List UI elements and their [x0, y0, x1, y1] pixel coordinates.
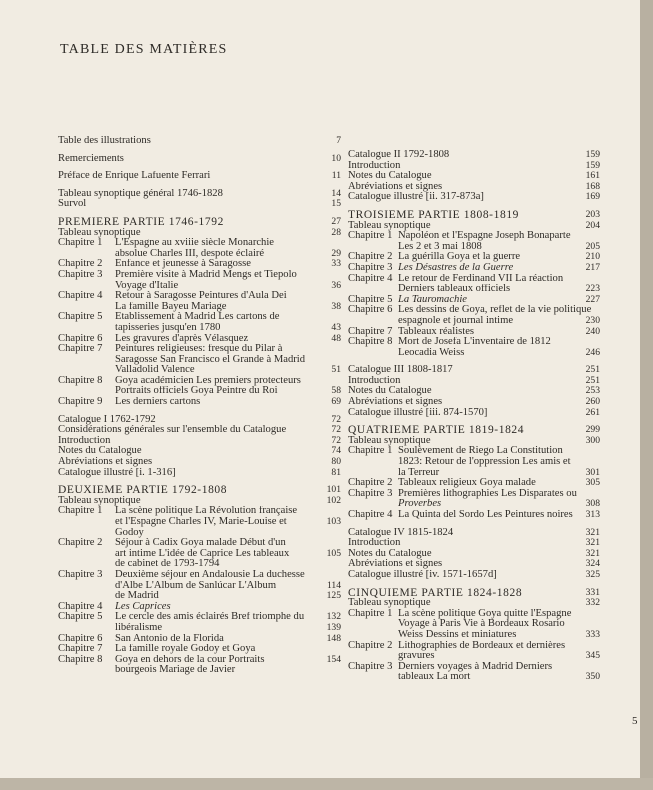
toc-entry — [58, 538, 338, 549]
entry-title: Catalogue illustré [iii. 874-1570] — [348, 407, 488, 418]
entry-page-number: 148 — [326, 632, 341, 644]
entry-title: Tableau synoptique général 1746-1828 — [58, 188, 223, 199]
chapter-label: Chapitre 1 — [58, 505, 103, 517]
entry-title: Table des illustrations — [58, 136, 151, 146]
entry-page-number: 29 — [331, 247, 341, 259]
toc-entry — [348, 192, 600, 203]
toc-entry — [348, 150, 600, 161]
chapter-label: Chapitre 6 — [58, 632, 103, 644]
entry-title: Les 2 et 3 mai 1808 — [398, 241, 482, 252]
entry-page-number: 33 — [331, 258, 341, 270]
entry-page-number: 301 — [585, 466, 600, 478]
entry-title: de cabinet de 1793-1794 — [115, 559, 220, 570]
chapter-label: Chapitre 6 — [348, 304, 393, 316]
page-number: 5 — [632, 715, 638, 727]
chapter-label: Chapitre 1 — [348, 445, 393, 457]
entry-title: Le cercle des amis éclairés Bref triomphe du — [115, 612, 305, 623]
entry-page-number: 204 — [585, 219, 600, 231]
entry-page-number: 125 — [326, 590, 341, 602]
toc-entry — [58, 506, 338, 517]
part-heading: DEUXIÈME PARTIE 1792-1808 — [58, 485, 228, 496]
toc-entry — [58, 456, 341, 468]
entry-title: Tableau synoptique — [58, 227, 141, 238]
entry-title: Introduction — [348, 160, 401, 171]
entry-page-number: 350 — [585, 671, 600, 683]
toc-entry — [58, 653, 341, 666]
entry-title: Séjour à Cadix Goya malade Début d'un — [115, 538, 286, 549]
toc-entry — [348, 425, 600, 436]
entry-title: art intime L'idée de Caprice Les tableaux — [115, 548, 290, 559]
entry-page-number: 114 — [326, 579, 341, 591]
entry-title: et l'Espagne Charles IV, Marie-Louise et — [115, 517, 287, 527]
entry-page-number: 313 — [585, 509, 600, 520]
book-edge — [640, 0, 653, 790]
toc-entry — [58, 579, 341, 592]
toc-entry — [348, 316, 600, 327]
entry-page-number: 321 — [585, 537, 600, 549]
entry-title: Proverbes — [398, 499, 442, 510]
entry-title: libéralisme — [115, 622, 163, 633]
entry-title: Notes du Catalogue — [348, 386, 432, 397]
entry-page-number: 72 — [331, 424, 341, 436]
chapter-label: Chapitre 3 — [58, 268, 103, 280]
toc-entry — [58, 344, 338, 355]
entry-page-number: 81 — [331, 466, 341, 478]
toc-entry — [58, 413, 341, 426]
entry-title: Introduction — [348, 375, 401, 386]
toc-entry — [348, 231, 600, 242]
entry-page-number: 72 — [331, 413, 341, 425]
toc-entry — [348, 337, 600, 348]
entry-title: Premières lithographies Les Disparates ou — [398, 488, 577, 499]
entry-title: La Quinta del Sordo Les Peintures noires — [398, 510, 573, 520]
entry-page-number: 36 — [331, 279, 341, 291]
chapter-label: Chapitre 3 — [348, 261, 393, 273]
chapter-label: Chapitre 4 — [348, 272, 393, 284]
toc-entry — [58, 611, 341, 623]
entry-title: San Antonio de la Florida — [115, 633, 224, 644]
entry-page-number: 27 — [331, 215, 341, 227]
entry-title: Première visite à Madrid Mengs et Tiepolo — [115, 269, 297, 280]
toc-entry — [58, 547, 341, 560]
entry-page-number: 154 — [326, 653, 341, 665]
book-edge-bottom — [0, 778, 653, 790]
toc-entry — [58, 434, 341, 447]
entry-title: Préface de Enrique Lafuente Ferrari — [58, 171, 211, 182]
toc-entry — [58, 198, 341, 210]
entry-title: Goya en dehors de la cour Portraits — [115, 654, 265, 665]
chapter-label: Chapitre 3 — [348, 487, 393, 499]
entry-title: Abréviations et signes — [348, 397, 443, 408]
entry-title: Tableau synoptique — [348, 598, 431, 609]
toc-entry — [58, 321, 341, 334]
entry-title: Catalogue illustré [i. 1-316] — [58, 467, 176, 478]
toc-entry — [58, 621, 341, 634]
toc-entry — [58, 312, 338, 323]
entry-title: Goya académicien Les premiers protecteurs — [115, 375, 301, 386]
entry-page-number: 260 — [585, 396, 600, 408]
entry-title: Deuxième séjour en Andalousie La duchesse — [115, 569, 305, 580]
entry-title: Abréviations et signes — [348, 559, 443, 570]
entry-title: Les derniers cartons — [115, 397, 201, 408]
toc-entry — [348, 305, 600, 316]
entry-title: La famille Bayeu Mariage — [115, 301, 227, 312]
chapter-label: Chapitre 2 — [348, 251, 393, 263]
entry-page-number: 74 — [331, 445, 341, 457]
entry-page-number: 69 — [331, 396, 341, 408]
entry-page-number: 331 — [585, 586, 600, 598]
entry-title: Valladolid Valence — [115, 365, 195, 376]
entry-page-number: 139 — [326, 621, 341, 633]
entry-title: absolue Charles III, despote éclairé — [115, 248, 265, 259]
toc-entry — [58, 516, 341, 528]
entry-title: Catalogue IV 1815-1824 — [348, 527, 454, 538]
entry-title: Voyage à Paris Vie à Bordeaux Rosario — [398, 619, 565, 630]
toc-entry — [348, 171, 600, 182]
entry-page-number: 43 — [331, 321, 341, 333]
entry-title: Notes du Catalogue — [58, 446, 142, 457]
chapter-label: Chapitre 5 — [58, 611, 103, 623]
entry-page-number: 299 — [585, 424, 600, 436]
entry-title: Tableau synoptique — [348, 435, 431, 446]
entry-page-number: 169 — [585, 191, 600, 203]
entry-title: Notes du Catalogue — [348, 548, 432, 559]
chapter-label: Chapitre 1 — [348, 607, 393, 619]
toc-entry — [348, 538, 600, 549]
entry-page-number: 159 — [585, 149, 600, 160]
entry-page-number: 14 — [331, 187, 341, 199]
chapter-label: Chapitre 8 — [58, 374, 103, 386]
toc-entry — [58, 215, 341, 228]
entry-title: la Terreur — [398, 467, 440, 478]
toc-entry — [348, 528, 600, 539]
toc-left-column — [58, 135, 341, 676]
entry-title: tableaux La mort — [398, 672, 471, 683]
toc-entry — [348, 672, 600, 683]
entry-title: Remerciements — [58, 153, 124, 164]
part-heading: PREMIÈRE PARTIE 1746-1792 — [58, 216, 224, 228]
toc-entry — [348, 182, 600, 193]
chapter-label: Chapitre 7 — [58, 343, 103, 355]
toc-entry — [58, 152, 341, 165]
entry-page-number: 58 — [331, 385, 341, 397]
entry-title: Survol — [58, 199, 87, 210]
entry-page-number: 321 — [585, 547, 600, 559]
entry-title: Catalogue II 1792-1808 — [348, 150, 450, 160]
entry-title: Catalogue III 1808-1817 — [348, 365, 453, 376]
entry-page-number: 223 — [585, 283, 600, 295]
entry-page-number: 333 — [585, 628, 600, 640]
toc-entry — [58, 170, 341, 182]
chapter-label: Chapitre 8 — [348, 336, 393, 348]
entry-title: Catalogue illustré [ii. 317-873a] — [348, 192, 484, 203]
toc-entry — [348, 365, 600, 376]
entry-page-number: 324 — [585, 558, 600, 570]
entry-title: Godoy — [115, 527, 144, 538]
chapter-label: Chapitre 4 — [58, 600, 103, 612]
entry-page-number: 345 — [585, 650, 600, 662]
entry-title: gravures — [398, 651, 435, 662]
entry-title: Derniers tableaux officiels — [398, 284, 511, 295]
entry-title: Catalogue I 1762-1792 — [58, 414, 156, 425]
entry-title: bourgeois Mariage de Javier — [115, 665, 236, 676]
entry-page-number: 101 — [326, 484, 341, 496]
entry-title: Le retour de Ferdinand VII La réaction — [398, 273, 564, 284]
toc-entry — [58, 445, 341, 457]
entry-title: Peintures religieuses: fresque du Pilar à — [115, 344, 283, 355]
toc-entry — [58, 466, 341, 479]
chapter-label: Chapitre 5 — [58, 311, 103, 323]
entry-page-number: 105 — [326, 547, 341, 559]
toc-entry — [348, 376, 600, 387]
chapter-label: Chapitre 3 — [348, 660, 393, 672]
chapter-label: Chapitre 2 — [58, 258, 103, 270]
entry-title: Catalogue illustré [iv. 1571-1657d] — [348, 569, 497, 580]
entry-title: L'Espagne au xviiie siècle Monarchie — [115, 238, 274, 249]
chapter-label: Chapitre 3 — [58, 568, 103, 580]
entry-page-number: 132 — [326, 611, 341, 623]
entry-page-number: 51 — [331, 364, 341, 376]
toc-entry — [58, 187, 341, 200]
chapter-label: Chapitre 8 — [58, 653, 103, 665]
entry-title: Tableau synoptique — [58, 495, 141, 506]
entry-title: Derniers voyages à Madrid Derniers — [398, 661, 553, 672]
toc-entry — [348, 609, 600, 620]
entry-title: Les Caprices — [115, 601, 171, 612]
entry-page-number: 210 — [585, 251, 600, 263]
entry-title: La Tauromachie — [398, 294, 467, 305]
entry-title: Retour à Saragosse Peintures d'Aula Dei — [115, 291, 287, 302]
entry-page-number: 161 — [585, 170, 600, 182]
chapter-label: Chapitre 1 — [58, 237, 103, 249]
entry-page-number: 300 — [585, 434, 600, 446]
entry-page-number: 15 — [331, 198, 341, 210]
entry-title: Introduction — [58, 435, 111, 446]
entry-title: d'Albe L'Album de Sanlúcar L'Album — [115, 580, 277, 591]
entry-page-number: 217 — [585, 261, 600, 273]
entry-title: Tableaux religieux Goya malade — [398, 478, 536, 489]
chapter-label: Chapitre 1 — [348, 230, 393, 242]
entry-title: Portraits officiels Goya Peintre du Roi — [115, 386, 278, 397]
entry-title: Etablissement à Madrid Les cartons de — [115, 312, 280, 323]
entry-page-number: 48 — [331, 332, 341, 344]
chapter-label: Chapitre 2 — [58, 537, 103, 549]
chapter-label: Chapitre 7 — [348, 325, 393, 337]
toc-entry — [348, 348, 600, 359]
toc-right-column — [348, 136, 600, 683]
entry-page-number: 102 — [326, 494, 341, 506]
entry-title: Soulèvement de Riego La Constitution — [398, 446, 563, 457]
entry-title: Mort de Josefa L'inventaire de 1812 — [398, 337, 551, 348]
toc-entry — [58, 665, 338, 676]
entry-page-number: 28 — [331, 226, 341, 238]
entry-title: tapisseries jusqu'en 1780 — [115, 322, 221, 333]
entry-page-number: 246 — [585, 346, 600, 358]
entry-page-number: 72 — [331, 434, 341, 446]
part-heading: TROISIÈME PARTIE 1808-1819 — [348, 209, 520, 221]
entry-page-number: 227 — [585, 293, 600, 305]
entry-title: Considérations générales sur l'ensemble du Catalogue — [58, 425, 287, 436]
toc-entry — [348, 446, 600, 457]
toc-entry — [58, 355, 338, 366]
toc-entry — [348, 619, 600, 630]
toc-entry — [58, 135, 341, 147]
entry-page-number: 168 — [585, 180, 600, 192]
entry-page-number: 251 — [585, 374, 600, 386]
entry-page-number: 10 — [331, 152, 341, 164]
toc-entry — [58, 270, 338, 281]
entry-title: Voyage d'Italie — [115, 280, 179, 291]
toc-entry — [348, 559, 600, 570]
entry-page-number: 305 — [585, 477, 600, 489]
chapter-label: Chapitre 4 — [348, 509, 393, 520]
entry-title: Lithographies de Bordeaux et dernières — [398, 640, 566, 651]
chapter-label: Chapitre 4 — [58, 290, 103, 302]
toc-entry — [348, 408, 600, 419]
entry-page-number: 7 — [336, 135, 341, 146]
toc-entry — [348, 489, 600, 500]
entry-title: Notes du Catalogue — [348, 171, 432, 182]
toc-entry — [348, 549, 600, 560]
toc-entry — [58, 376, 338, 387]
entry-page-number: 253 — [585, 385, 600, 397]
toc-entry — [58, 291, 338, 302]
entry-title: Saragosse San Francisco el Grande à Madrid — [115, 354, 306, 365]
entry-title: Les gravures d'après Vélasquez — [115, 333, 249, 344]
entry-title: Weiss Dessins et miniatures — [398, 629, 517, 640]
toc-entry — [348, 161, 600, 172]
toc-entry — [58, 484, 341, 496]
chapter-label: Chapitre 7 — [58, 643, 103, 655]
toc-entry — [58, 238, 338, 249]
entry-title: Tableaux réalistes — [398, 326, 475, 337]
entry-page-number: 203 — [585, 208, 600, 220]
entry-page-number: 103 — [326, 516, 341, 527]
toc-entry — [348, 457, 600, 468]
chapter-label: Chapitre 2 — [348, 477, 393, 489]
entry-title: Abréviations et signes — [58, 457, 153, 468]
chapter-label: Chapitre 9 — [58, 396, 103, 408]
toc-entry — [348, 641, 600, 652]
entry-page-number: 308 — [585, 498, 600, 510]
entry-title: Tableau synoptique — [348, 220, 431, 231]
chapter-label: Chapitre 2 — [348, 639, 393, 651]
entry-page-number: 332 — [585, 597, 600, 609]
entry-page-number: 261 — [585, 406, 600, 418]
toc-entry — [348, 210, 600, 221]
entry-title: Napoléon et l'Espagne Joseph Bonaparte — [398, 231, 571, 242]
entry-title: La scène politique La Révolution française — [115, 506, 298, 517]
part-heading: QUATRIÈME PARTIE 1819-1824 — [348, 425, 525, 436]
chapter-label: Chapitre 5 — [348, 293, 393, 305]
entry-page-number: 205 — [585, 240, 600, 252]
entry-title: Les Désastres de la Guerre — [398, 262, 514, 273]
entry-page-number: 11 — [331, 170, 341, 182]
page-title: TABLE DES MATIÈRES — [60, 42, 228, 57]
entry-page-number: 159 — [585, 159, 600, 171]
entry-title: de Madrid — [115, 591, 159, 602]
toc-entry — [348, 274, 600, 285]
entry-page-number: 38 — [331, 300, 341, 312]
toc-entry — [348, 386, 600, 397]
toc-entry — [348, 630, 600, 641]
part-heading: CINQUIÈME PARTIE 1824-1828 — [348, 587, 523, 599]
entry-title: Abréviations et signes — [348, 181, 443, 192]
entry-page-number: 251 — [585, 364, 600, 376]
entry-title: 1823: Retour de l'oppression Les amis et — [398, 457, 571, 468]
entry-title: La scène politique Goya quitte l'Espagne — [398, 608, 572, 619]
entry-page-number: 321 — [585, 526, 600, 538]
toc-entry — [58, 396, 341, 408]
entry-title: Leocadia Weiss — [398, 347, 465, 358]
entry-title: Les dessins de Goya, reflet de la vie politique — [398, 305, 592, 316]
entry-page-number: 240 — [585, 325, 600, 337]
toc-entry — [58, 424, 341, 436]
toc-entry — [348, 662, 600, 673]
toc-entry — [348, 570, 600, 581]
toc-entry — [348, 397, 600, 408]
entry-title: La guérilla Goya et la guerre — [398, 252, 521, 263]
entry-title: espagnole et journal intime — [398, 315, 514, 326]
entry-page-number: 325 — [585, 568, 600, 580]
toc-entry — [58, 570, 338, 581]
toc-entry — [348, 263, 600, 274]
entry-page-number: 80 — [331, 456, 341, 468]
toc-entry — [348, 510, 600, 521]
entry-title: Introduction — [348, 538, 401, 549]
chapter-label: Chapitre 6 — [58, 332, 103, 344]
entry-page-number: 230 — [585, 314, 600, 326]
toc-entry — [348, 588, 600, 599]
entry-title: La famille royale Godoy et Goya — [115, 644, 256, 655]
entry-title: Enfance et jeunesse à Saragosse — [115, 259, 251, 270]
